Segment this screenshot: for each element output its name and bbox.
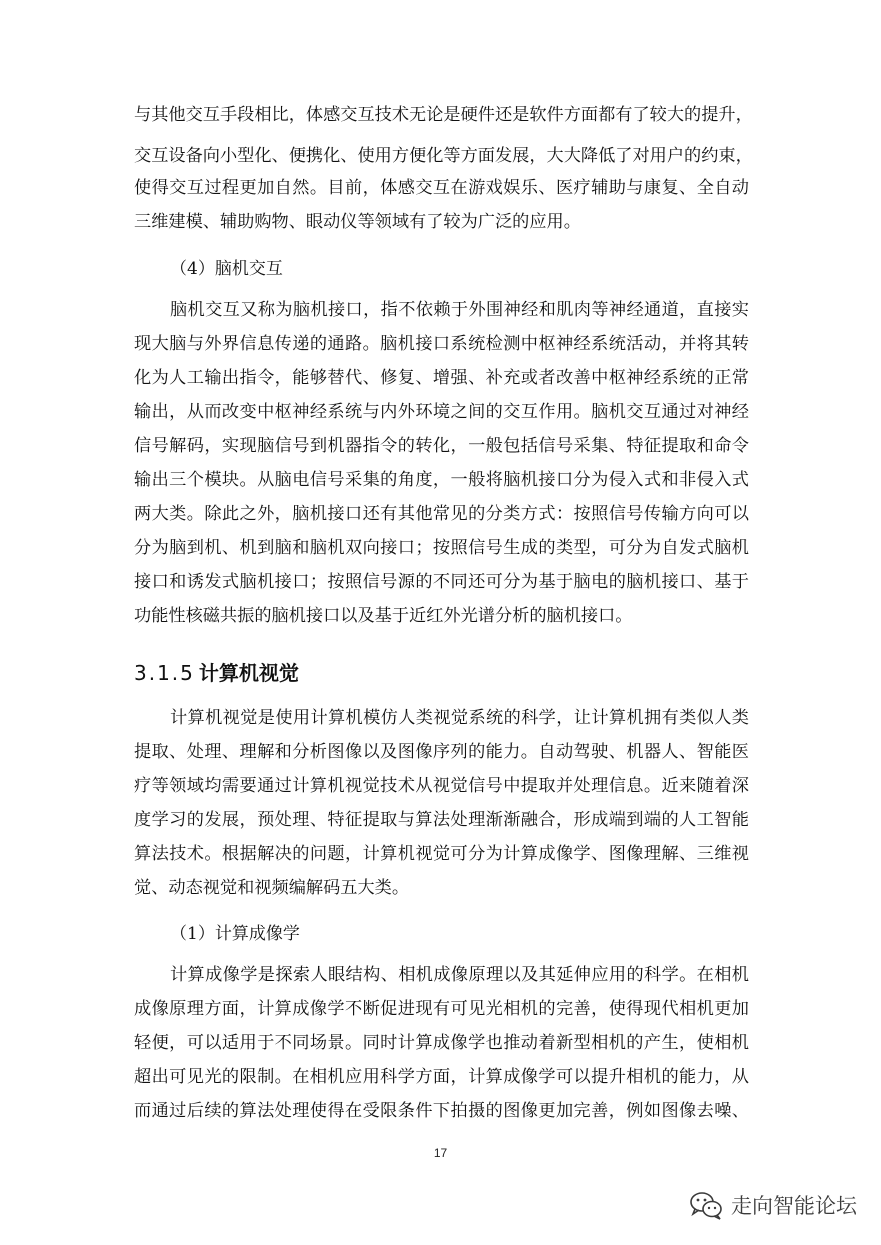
paragraph-line: 计算成像学是探索人眼结构、相机成像原理以及其延伸应用的科学。在相机 xyxy=(170,965,749,985)
watermark-text: 走向智能论坛 xyxy=(731,1194,857,1218)
paragraph-line: 现大脑与外界信息传递的通路。脑机接口系统检测中枢神经系统活动，并将其转 xyxy=(134,334,749,354)
paragraph-line: 两大类。除此之外，脑机接口还有其他常见的分类方式：按照信号传输方向可以 xyxy=(134,504,749,524)
paragraph-line: 输出三个模块。从脑电信号采集的角度，一般将脑机接口分为侵入式和非侵入式 xyxy=(134,470,749,490)
section-number: 3.1.5 xyxy=(134,661,195,685)
paragraph-line: 信号解码，实现脑信号到机器指令的转化，一般包括信号采集、特征提取和命令 xyxy=(134,436,749,456)
paragraph-line: 超出可见光的限制。在相机应用科学方面，计算成像学可以提升相机的能力，从 xyxy=(134,1067,749,1087)
section-title: 计算机视觉 xyxy=(198,661,299,685)
section-item-1: （1）计算成像学 xyxy=(170,924,300,944)
paragraph-line: 输出，从而改变中枢神经系统与内外环境之间的交互作用。脑机交互通过对神经 xyxy=(134,402,749,422)
paragraph-line: 觉、动态视觉和视频编解码五大类。 xyxy=(134,878,410,898)
paragraph-line: 接口和诱发式脑机接口；按照信号源的不同还可分为基于脑电的脑机接口、基于 xyxy=(134,572,749,592)
paragraph-line: 功能性核磁共振的脑机接口以及基于近红外光谱分析的脑机接口。 xyxy=(134,606,633,626)
paragraph-line: 分为脑到机、机到脑和脑机双向接口；按照信号生成的类型，可分为自发式脑机 xyxy=(134,538,749,558)
paragraph-line: 算法技术。根据解决的问题，计算机视觉可分为计算成像学、图像理解、三维视 xyxy=(134,844,749,864)
watermark xyxy=(689,1190,857,1220)
paragraph-line: 而通过后续的算法处理使得在受限条件下拍摄的图像更加完善，例如图像去噪、 xyxy=(134,1101,749,1121)
paragraph-line: 使得交互过程更加自然。目前，体感交互在游戏娱乐、医疗辅助与康复、全自动 xyxy=(134,178,749,198)
paragraph-line: 提取、处理、理解和分析图像以及图像序列的能力。自动驾驶、机器人、智能医 xyxy=(134,742,749,762)
wechat-icon xyxy=(689,1190,723,1220)
section-heading xyxy=(134,663,299,683)
paragraph-line: 疗等领域均需要通过计算机视觉技术从视觉信号中提取并处理信息。近来随着深 xyxy=(134,776,749,796)
paragraph-line: 计算机视觉是使用计算机模仿人类视觉系统的科学，让计算机拥有类似人类 xyxy=(170,708,749,728)
paragraph-line: 三维建模、辅助购物、眼动仪等领域有了较为广泛的应用。 xyxy=(134,212,581,232)
section-item-4: （4）脑机交互 xyxy=(170,259,283,279)
paragraph-line: 化为人工输出指令，能够替代、修复、增强、补充或者改善中枢神经系统的正常 xyxy=(134,368,749,388)
paragraph-line: 脑机交互又称为脑机接口，指不依赖于外围神经和肌肉等神经通道，直接实 xyxy=(170,300,749,320)
paragraph-line: 轻便，可以适用于不同场景。同时计算成像学也推动着新型相机的产生，使相机 xyxy=(134,1033,749,1053)
paragraph-line: 成像原理方面，计算成像学不断促进现有可见光相机的完善，使得现代相机更加 xyxy=(134,999,749,1019)
page-number: 17 xyxy=(433,1146,448,1160)
paragraph-line: 与其他交互手段相比，体感交互技术无论是硬件还是软件方面都有了较大的提升， xyxy=(134,105,753,125)
paragraph-line: 度学习的发展，预处理、特征提取与算法处理渐渐融合，形成端到端的人工智能 xyxy=(134,810,749,830)
paragraph-line: 交互设备向小型化、便携化、使用方便化等方面发展，大大降低了对用户的约束， xyxy=(134,146,753,166)
